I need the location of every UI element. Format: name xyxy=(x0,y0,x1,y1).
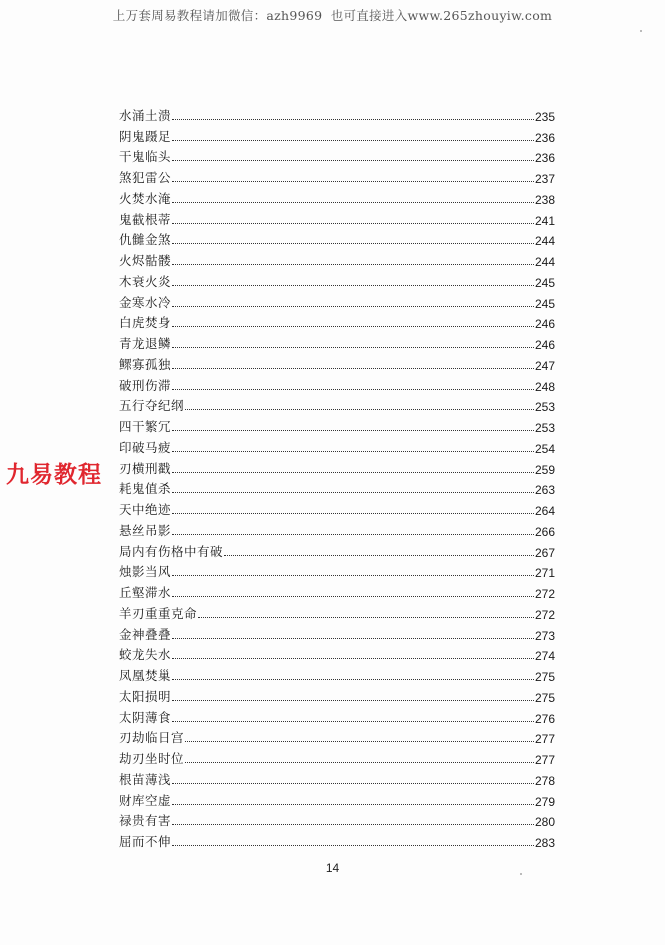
toc-entry-page: 263 xyxy=(534,483,555,498)
toc-dot-leader xyxy=(172,325,534,327)
toc-dot-leader xyxy=(185,740,534,742)
toc-entry[interactable] xyxy=(119,767,555,788)
toc-dot-leader xyxy=(172,159,534,161)
toc-entry-title: 五行夺纪纲 xyxy=(119,398,185,414)
toc-entry[interactable] xyxy=(119,518,555,539)
toc-entry[interactable] xyxy=(119,580,555,601)
toc-entry[interactable] xyxy=(119,248,555,269)
toc-entry-page: 253 xyxy=(534,421,555,435)
toc-entry-page: 272 xyxy=(534,607,555,622)
toc-dot-leader xyxy=(172,803,534,805)
toc-entry[interactable] xyxy=(119,684,555,705)
toc-entry-page: 245 xyxy=(534,296,555,311)
toc-entry-page: 278 xyxy=(534,773,555,788)
toc-dot-leader xyxy=(172,263,534,265)
toc-dot-leader xyxy=(172,782,534,784)
page-number: 14 xyxy=(325,861,340,875)
toc-entry[interactable] xyxy=(119,497,555,518)
toc-dot-leader xyxy=(172,595,534,597)
toc-dot-leader xyxy=(172,242,534,244)
toc-entry[interactable] xyxy=(119,560,555,581)
toc-entry-title: 羊刃重重克命 xyxy=(119,605,198,621)
toc-entry-page: 246 xyxy=(534,317,555,332)
toc-entry-title: 破刑伤滞 xyxy=(119,377,172,393)
toc-dot-leader xyxy=(224,554,534,556)
toc-dot-leader xyxy=(172,491,534,493)
toc-entry-title: 烛影当风 xyxy=(119,564,172,580)
toc-entry[interactable] xyxy=(119,705,555,726)
toc-entry-page: 259 xyxy=(534,462,555,477)
toc-entry-page: 280 xyxy=(534,815,555,830)
toc-entry-page: 275 xyxy=(534,670,555,684)
toc-entry-title: 青龙退鳞 xyxy=(119,336,172,351)
toc-entry-page: 264 xyxy=(534,504,555,518)
toc-entry[interactable] xyxy=(119,643,555,664)
toc-entry[interactable] xyxy=(119,622,555,643)
toc-entry-title: 耗鬼值杀 xyxy=(119,481,172,497)
toc-entry[interactable] xyxy=(119,311,555,332)
toc-entry[interactable] xyxy=(119,394,555,415)
toc-entry[interactable] xyxy=(119,145,555,166)
toc-entry[interactable] xyxy=(119,414,555,435)
toc-dot-leader xyxy=(172,222,534,224)
toc-entry[interactable] xyxy=(119,103,555,124)
toc-entry-page: 235 xyxy=(534,109,555,124)
toc-dot-leader xyxy=(172,512,534,514)
toc-dot-leader xyxy=(172,139,534,141)
toc-dot-leader xyxy=(172,533,534,535)
toc-entry-title: 金寒水冷 xyxy=(119,294,172,310)
toc-entry-title: 太阴薄食 xyxy=(119,709,172,725)
toc-entry-title: 悬丝吊影 xyxy=(119,522,172,538)
page-header xyxy=(0,6,665,24)
toc-entry-title: 火烬骷髅 xyxy=(119,253,172,268)
watermark-logo: 九易教程 xyxy=(6,462,102,488)
toc-entry-page: 279 xyxy=(534,794,555,809)
toc-entry-page: 248 xyxy=(534,379,555,394)
toc-entry-title: 鳏寡孤独 xyxy=(119,356,172,372)
toc-entry-title: 火焚水淹 xyxy=(119,190,172,206)
toc-entry-title: 丘壑滞水 xyxy=(119,585,172,600)
toc-entry-title: 煞犯雷公 xyxy=(119,170,172,185)
toc-entry-page: 283 xyxy=(534,836,555,850)
toc-entry-title: 印破马疲 xyxy=(119,439,172,455)
toc-dot-leader xyxy=(172,678,534,680)
toc-entry-page: 247 xyxy=(534,358,555,373)
toc-entry-title: 刃劫临日宫 xyxy=(119,730,185,746)
toc-dot-leader xyxy=(172,429,534,431)
toc-entry-page: 277 xyxy=(534,753,555,767)
toc-entry-title: 根苗薄浅 xyxy=(119,771,172,787)
toc-entry-page: 241 xyxy=(534,213,555,228)
toc-entry[interactable] xyxy=(119,290,555,311)
toc-entry-page: 245 xyxy=(534,275,555,290)
toc-entry-title: 白虎焚身 xyxy=(119,315,172,331)
toc-entry-title: 鬼截根蒂 xyxy=(119,211,172,227)
toc-entry-page: 271 xyxy=(534,566,555,581)
toc-entry-page: 274 xyxy=(534,649,555,664)
toc-dot-leader xyxy=(172,367,534,369)
toc-entry[interactable] xyxy=(119,601,555,622)
toc-entry-title: 水涌土溃 xyxy=(119,107,172,123)
toc-entry-page: 253 xyxy=(534,400,555,415)
toc-entry-page: 267 xyxy=(534,545,555,560)
toc-dot-leader xyxy=(172,388,534,390)
toc-entry-page: 277 xyxy=(534,732,555,747)
toc-entry[interactable] xyxy=(119,186,555,207)
toc-dot-leader xyxy=(172,346,534,348)
toc-entry-title: 木衰火炎 xyxy=(119,273,172,289)
toc-entry-page: 244 xyxy=(534,234,555,249)
toc-dot-leader xyxy=(172,180,534,182)
toc-entry-title: 局内有伤格中有破 xyxy=(119,543,224,559)
toc-entry-page: 272 xyxy=(534,587,555,601)
toc-entry-page: 254 xyxy=(534,441,555,456)
toc-entry[interactable] xyxy=(119,788,555,809)
toc-entry-title: 仇雠金煞 xyxy=(119,232,172,248)
toc-entry[interactable] xyxy=(119,539,555,560)
toc-entry-title: 凤凰焚巢 xyxy=(119,668,172,683)
toc-entry-title: 天中绝迹 xyxy=(119,502,172,517)
toc-entry-title: 四干繁冗 xyxy=(119,419,172,434)
toc-entry-page: 276 xyxy=(534,711,555,726)
toc-entry-page: 238 xyxy=(534,192,555,207)
toc-entry-page: 236 xyxy=(534,151,555,166)
toc-dot-leader xyxy=(172,699,534,701)
scan-speck xyxy=(640,30,642,32)
toc-entry[interactable] xyxy=(119,809,555,830)
toc-dot-leader xyxy=(172,823,534,825)
toc-dot-leader xyxy=(198,616,534,618)
toc-entry-title: 禄贵有害 xyxy=(119,813,172,829)
toc-entry-page: 275 xyxy=(534,690,555,705)
toc-dot-leader xyxy=(172,657,534,659)
toc-entry[interactable] xyxy=(119,373,555,394)
toc-entry-page: 273 xyxy=(534,628,555,643)
toc-entry-title: 干鬼临头 xyxy=(119,149,172,165)
toc-entry[interactable] xyxy=(119,124,555,145)
toc-dot-leader xyxy=(172,471,534,473)
toc-entry[interactable] xyxy=(119,477,555,498)
toc-dot-leader xyxy=(172,720,534,722)
toc-dot-leader xyxy=(185,408,534,410)
toc-dot-leader xyxy=(172,844,534,846)
toc-entry[interactable] xyxy=(119,228,555,249)
toc-entry-title: 金神叠叠 xyxy=(119,626,172,642)
toc-dot-leader xyxy=(172,284,534,286)
toc-entry[interactable] xyxy=(119,352,555,373)
toc-entry[interactable] xyxy=(119,435,555,456)
toc-entry-title: 屈而不伸 xyxy=(119,834,172,849)
toc-entry-title: 劫刃坐时位 xyxy=(119,751,185,766)
toc-entry-page: 244 xyxy=(534,255,555,269)
header-promo-text: 上万套周易教程请加微信：azh9969 xyxy=(112,8,323,23)
toc-entry[interactable] xyxy=(119,746,555,767)
toc-entry[interactable] xyxy=(119,331,555,352)
toc-entry[interactable] xyxy=(119,269,555,290)
toc-dot-leader xyxy=(172,305,534,307)
scan-speck xyxy=(520,873,522,875)
header-site-text: 也可直接进入www.265zhouyiw.com xyxy=(330,8,553,23)
toc-entry-page: 246 xyxy=(534,338,555,352)
toc-entry-title: 财库空虚 xyxy=(119,792,172,808)
toc-entry[interactable] xyxy=(119,456,555,477)
toc-dot-leader xyxy=(172,118,534,120)
toc-entry[interactable] xyxy=(119,165,555,186)
toc-entry-title: 太阳损明 xyxy=(119,688,172,704)
toc-entry-page: 237 xyxy=(534,172,555,186)
toc-entry-page: 266 xyxy=(534,524,555,539)
toc-entry[interactable] xyxy=(119,207,555,228)
toc-entry-page: 236 xyxy=(534,130,555,145)
toc-dot-leader xyxy=(172,637,534,639)
toc-dot-leader xyxy=(172,201,534,203)
toc-entry[interactable] xyxy=(119,663,555,684)
toc-dot-leader xyxy=(172,574,534,576)
toc-entry-title: 阴鬼蹑足 xyxy=(119,128,172,144)
toc-entry-title: 蛟龙失水 xyxy=(119,647,172,663)
toc-entry[interactable] xyxy=(119,829,555,850)
toc-dot-leader xyxy=(172,450,534,452)
toc-entry[interactable] xyxy=(119,726,555,747)
toc-dot-leader xyxy=(185,761,534,763)
table-of-contents xyxy=(119,103,555,850)
toc-entry-title: 刃横刑戳 xyxy=(119,460,172,476)
